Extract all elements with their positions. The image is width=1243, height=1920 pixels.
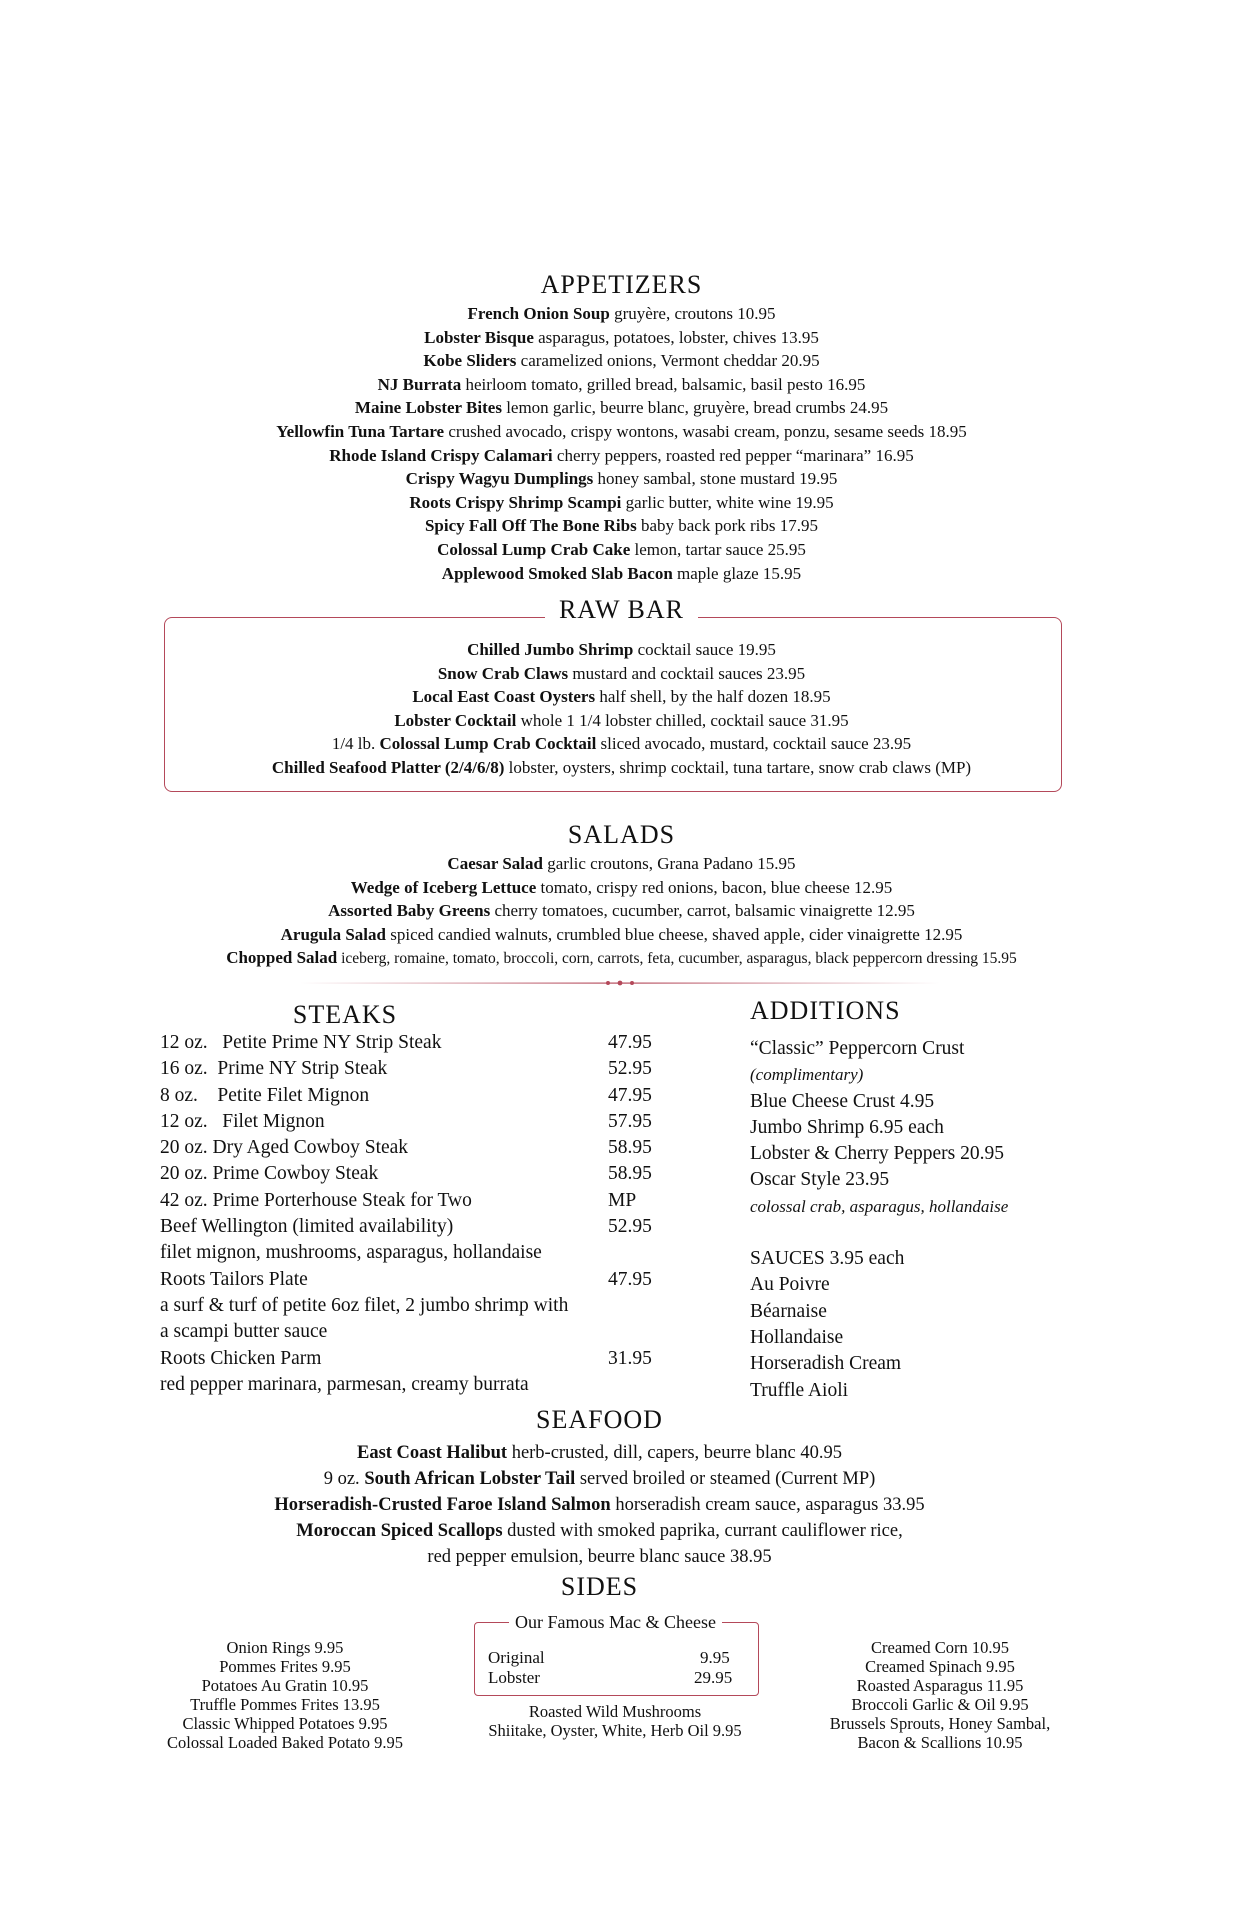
seafood-heading: SEAFOOD	[536, 1405, 663, 1434]
addition-spacer	[750, 1220, 1008, 1246]
raw-bar-heading: RAW BAR	[545, 595, 698, 624]
seafood-list	[0, 1440, 1221, 1570]
side-item: Bacon & Scallions 10.95	[857, 1733, 1023, 1752]
menu-item	[0, 1492, 1221, 1518]
sides-left-list	[130, 1638, 440, 1752]
mac-label: Original	[488, 1648, 545, 1667]
item-name: South African Lobster Tail	[364, 1469, 576, 1489]
sauce-line: Hollandaise	[750, 1326, 844, 1348]
sauce-line: Truffle Aioli	[750, 1379, 849, 1401]
steak-label: a scampi butter sauce	[160, 1321, 328, 1343]
menu-item	[0, 662, 1243, 686]
item-name: Lobster Bisque	[424, 327, 534, 347]
item-name: Local East Coast Oysters	[412, 687, 596, 707]
menu-item	[0, 1518, 1221, 1544]
mac-cheese-heading-wrap	[474, 1612, 757, 1633]
item-name: Moroccan Spiced Scallops	[296, 1521, 503, 1541]
item-name: Applewood Smoked Slab Bacon	[441, 563, 673, 583]
menu-item	[0, 946, 1243, 971]
sauce-line: Horseradish Cream	[750, 1353, 902, 1375]
side-item: Creamed Corn 10.95	[871, 1638, 1009, 1657]
item-desc: caramelized onions, Vermont cheddar 20.95	[520, 351, 820, 371]
addition-note-text: (complimentary)	[750, 1065, 864, 1085]
addition-line: Lobster & Cherry Peppers 20.95	[750, 1143, 1004, 1165]
steak-label: 12 oz. Petite Prime NY Strip Steak	[160, 1032, 442, 1053]
item-desc: served broiled or steamed (Current MP)	[579, 1469, 876, 1489]
steaks-heading: STEAKS	[292, 1000, 398, 1029]
steak-row	[160, 1056, 680, 1082]
menu-item	[0, 876, 1243, 900]
addition-line: Jumbo Shrimp 6.95 each	[750, 1116, 944, 1138]
menu-item	[0, 491, 1243, 515]
steak-label: filet mignon, mushrooms, asparagus, hollandaise	[160, 1242, 542, 1264]
addition-note-text: colossal crab, asparagus, hollandaise	[750, 1196, 1009, 1216]
item-desc: cherry tomatoes, cucumber, carrot, balsamic vinaigrette 12.95	[494, 901, 915, 921]
addition-line: Oscar Style 23.95	[750, 1169, 890, 1191]
item-name: Roots Crispy Shrimp Scampi	[409, 492, 622, 512]
item-desc: mustard and cocktail sauces 23.95	[572, 663, 806, 683]
menu-item	[0, 514, 1243, 538]
additions-heading: ADDITIONS	[750, 996, 901, 1025]
steak-price: 57.95	[608, 1110, 652, 1132]
item-name: Spicy Fall Off The Bone Ribs	[424, 516, 637, 536]
side-item: Roasted Wild Mushrooms	[528, 1702, 702, 1721]
side-item: Broccoli Garlic & Oil 9.95	[851, 1695, 1029, 1714]
steak-label: Roots Chicken Parm	[160, 1347, 322, 1369]
steak-label: Beef Wellington (limited availability)	[160, 1216, 454, 1238]
steak-row	[160, 1030, 680, 1056]
item-name: Horseradish-Crusted Faroe Island Salmon	[274, 1495, 611, 1515]
ornament-divider	[300, 980, 940, 986]
addition-line: Blue Cheese Crust 4.95	[750, 1090, 935, 1112]
item-desc: tomato, crispy red onions, bacon, blue cheese 12.95	[540, 877, 893, 897]
steak-label: red pepper marinara, parmesan, creamy burrata	[160, 1373, 529, 1395]
menu-item	[0, 349, 1243, 373]
item-desc: maple glaze 15.95	[677, 563, 802, 583]
item-desc: lobster, oysters, shrimp cocktail, tuna tartare, snow crab claws (MP)	[508, 757, 972, 777]
steak-label: 20 oz. Prime Cowboy Steak	[160, 1163, 379, 1185]
item-prefix: 9 oz.	[323, 1469, 365, 1489]
additions-list	[750, 1036, 1008, 1404]
item-desc: whole 1 1/4 lobster chilled, cocktail sauce 31.95	[520, 710, 849, 730]
item-name: Arugula Salad	[280, 924, 386, 944]
steak-label: 20 oz. Dry Aged Cowboy Steak	[160, 1137, 409, 1159]
steak-label: 12 oz. Filet Mignon	[160, 1110, 325, 1132]
item-desc: honey sambal, stone mustard 19.95	[597, 469, 838, 489]
menu-item	[0, 420, 1243, 444]
item-name: Colossal Lump Crab Cake	[437, 539, 631, 559]
item-desc: garlic butter, white wine 19.95	[625, 492, 834, 512]
item-name: Lobster Cocktail	[394, 710, 517, 730]
item-name: Yellowfin Tuna Tartare	[276, 421, 445, 441]
sauce-line: Au Poivre	[750, 1274, 830, 1296]
steak-price: 52.95	[608, 1058, 652, 1080]
menu-item	[0, 396, 1243, 420]
steak-row	[160, 1267, 680, 1293]
item-desc: asparagus, potatoes, lobster, chives 13.95	[538, 327, 819, 347]
steak-price: 58.95	[608, 1163, 652, 1185]
item-name: Chilled Jumbo Shrimp	[467, 640, 634, 659]
menu-item	[0, 538, 1243, 562]
item-desc: cocktail sauce 19.95	[637, 640, 776, 659]
steak-row	[160, 1293, 680, 1319]
item-name: Chilled Seafood Platter (2/4/6/8)	[271, 757, 505, 777]
menu-item	[0, 1466, 1221, 1492]
side-item: Pommes Frites 9.95	[219, 1657, 351, 1676]
sides-heading: SIDES	[560, 1572, 639, 1601]
menu-item	[0, 326, 1243, 350]
steak-row	[160, 1346, 680, 1372]
item-desc: horseradish cream sauce, asparagus 33.95	[615, 1495, 925, 1515]
menu-item	[0, 467, 1243, 491]
menu-item	[0, 709, 1243, 733]
item-desc: herb-crusted, dill, capers, beurre blanc 40.95	[511, 1443, 842, 1463]
item-name: NJ Burrata	[377, 374, 462, 394]
steak-price: 31.95	[608, 1347, 652, 1369]
menu-item	[0, 852, 1243, 876]
side-item: Onion Rings 9.95	[226, 1638, 344, 1657]
steak-row	[160, 1214, 680, 1240]
steak-row	[160, 1109, 680, 1135]
steak-price: 52.95	[608, 1216, 652, 1238]
steak-row	[160, 1372, 680, 1398]
steak-label: 42 oz. Prime Porterhouse Steak for Two	[160, 1189, 472, 1211]
steak-price: MP	[608, 1189, 637, 1211]
menu-item	[0, 302, 1243, 326]
steak-label: 16 oz. Prime NY Strip Steak	[160, 1058, 388, 1080]
item-name: French Onion Soup	[467, 304, 610, 323]
side-item: Creamed Spinach 9.95	[865, 1657, 1015, 1676]
raw-bar-heading-wrap	[0, 595, 1243, 625]
item-prefix: 1/4 lb.	[331, 734, 380, 754]
side-item: Truffle Pommes Frites 13.95	[190, 1695, 380, 1714]
steak-label: Roots Tailors Plate	[160, 1268, 308, 1290]
item-desc: iceberg, romaine, tomato, broccoli, corn, carrots, feta, cucumber, asparagus, black peppercorn dressing 15.95	[341, 950, 1017, 968]
mac-label: Lobster	[488, 1668, 540, 1687]
menu-item	[0, 899, 1243, 923]
item-name: Wedge of Iceberg Lettuce	[350, 877, 537, 897]
menu-item	[0, 444, 1243, 468]
side-item: Roasted Asparagus 11.95	[856, 1676, 1024, 1695]
item-desc: garlic croutons, Grana Padano 15.95	[547, 854, 796, 873]
side-item: Brussels Sprouts, Honey Sambal,	[829, 1714, 1051, 1733]
item-desc: gruyère, croutons 10.95	[614, 304, 776, 323]
item-desc: crushed avocado, crispy wontons, wasabi cream, ponzu, sesame seeds 18.95	[448, 421, 967, 441]
item-name: Snow Crab Claws	[437, 663, 569, 683]
addition-line: “Classic” Peppercorn Crust	[750, 1038, 965, 1059]
item-name: Assorted Baby Greens	[328, 901, 491, 921]
side-item: Classic Whipped Potatoes 9.95	[182, 1714, 388, 1733]
steak-row	[160, 1188, 680, 1214]
item-name: Rhode Island Crispy Calamari	[329, 445, 553, 465]
steaks-list	[160, 1030, 680, 1398]
item-desc: spiced candied walnuts, crumbled blue cheese, shaved apple, cider vinaigrette 12.95	[390, 924, 963, 944]
item-desc: cherry peppers, roasted red pepper “marinara” 16.95	[556, 445, 914, 465]
mac-price: 9.95	[700, 1648, 730, 1667]
item-desc: sliced avocado, mustard, cocktail sauce 23.95	[600, 734, 912, 754]
steak-price: 47.95	[608, 1084, 652, 1106]
side-item: Colossal Loaded Baked Potato 9.95	[166, 1733, 403, 1752]
raw-bar-list	[0, 638, 1243, 780]
steak-row	[160, 1161, 680, 1187]
side-item: Potatoes Au Gratin 10.95	[201, 1676, 369, 1695]
steak-row	[160, 1319, 680, 1345]
item-name: Caesar Salad	[447, 854, 543, 873]
steak-price: 47.95	[608, 1268, 652, 1290]
item-name: East Coast Halibut	[356, 1443, 508, 1463]
salads-heading: SALADS	[567, 820, 676, 849]
sides-right-list	[800, 1638, 1080, 1752]
item-name: Crispy Wagyu Dumplings	[405, 469, 594, 489]
item-desc: baby back pork ribs 17.95	[640, 516, 819, 536]
item-desc-continued: red pepper emulsion, beurre blanc sauce 38.95	[427, 1547, 772, 1567]
sauce-line: Béarnaise	[750, 1300, 827, 1322]
item-desc: dusted with smoked paprika, currant cauliflower rice,	[507, 1521, 903, 1541]
item-desc: half shell, by the half dozen 18.95	[599, 687, 831, 707]
sauces-heading: SAUCES 3.95 each	[750, 1248, 905, 1270]
steak-row	[160, 1135, 680, 1161]
steak-row	[160, 1240, 680, 1266]
item-desc: heirloom tomato, grilled bread, balsamic, basil pesto 16.95	[465, 374, 866, 394]
menu-item	[0, 732, 1243, 756]
steak-label: 8 oz. Petite Filet Mignon	[160, 1084, 370, 1106]
menu-item	[0, 1440, 1221, 1466]
item-name: Colossal Lump Crab Cocktail	[379, 734, 597, 754]
menu-item	[0, 638, 1243, 662]
mac-price: 29.95	[694, 1668, 733, 1687]
item-desc: lemon, tartar sauce 25.95	[634, 539, 806, 559]
side-item: Shiitake, Oyster, White, Herb Oil 9.95	[488, 1721, 742, 1740]
steak-price: 58.95	[608, 1137, 652, 1159]
item-name: Kobe Sliders	[423, 351, 517, 371]
sides-middle-list	[440, 1702, 790, 1740]
item-name: Maine Lobster Bites	[354, 398, 502, 418]
item-desc: lemon garlic, beurre blanc, gruyère, bread crumbs 24.95	[506, 398, 889, 418]
addition-note	[750, 1062, 1008, 1088]
steak-label: a surf & turf of petite 6oz filet, 2 jumbo shrimp with	[160, 1294, 569, 1316]
mac-cheese-heading: Our Famous Mac & Cheese	[509, 1612, 722, 1632]
menu-item	[0, 562, 1243, 586]
menu-item	[0, 756, 1243, 780]
salads-list	[0, 852, 1243, 971]
item-name: Chopped Salad	[226, 948, 338, 968]
steak-row	[160, 1083, 680, 1109]
appetizers-list	[0, 302, 1243, 585]
steak-price: 47.95	[608, 1032, 652, 1053]
menu-item	[0, 373, 1243, 397]
menu-item	[0, 923, 1243, 947]
menu-item	[0, 685, 1243, 709]
addition-note	[750, 1194, 1008, 1220]
appetizers-heading: APPETIZERS	[540, 270, 703, 299]
